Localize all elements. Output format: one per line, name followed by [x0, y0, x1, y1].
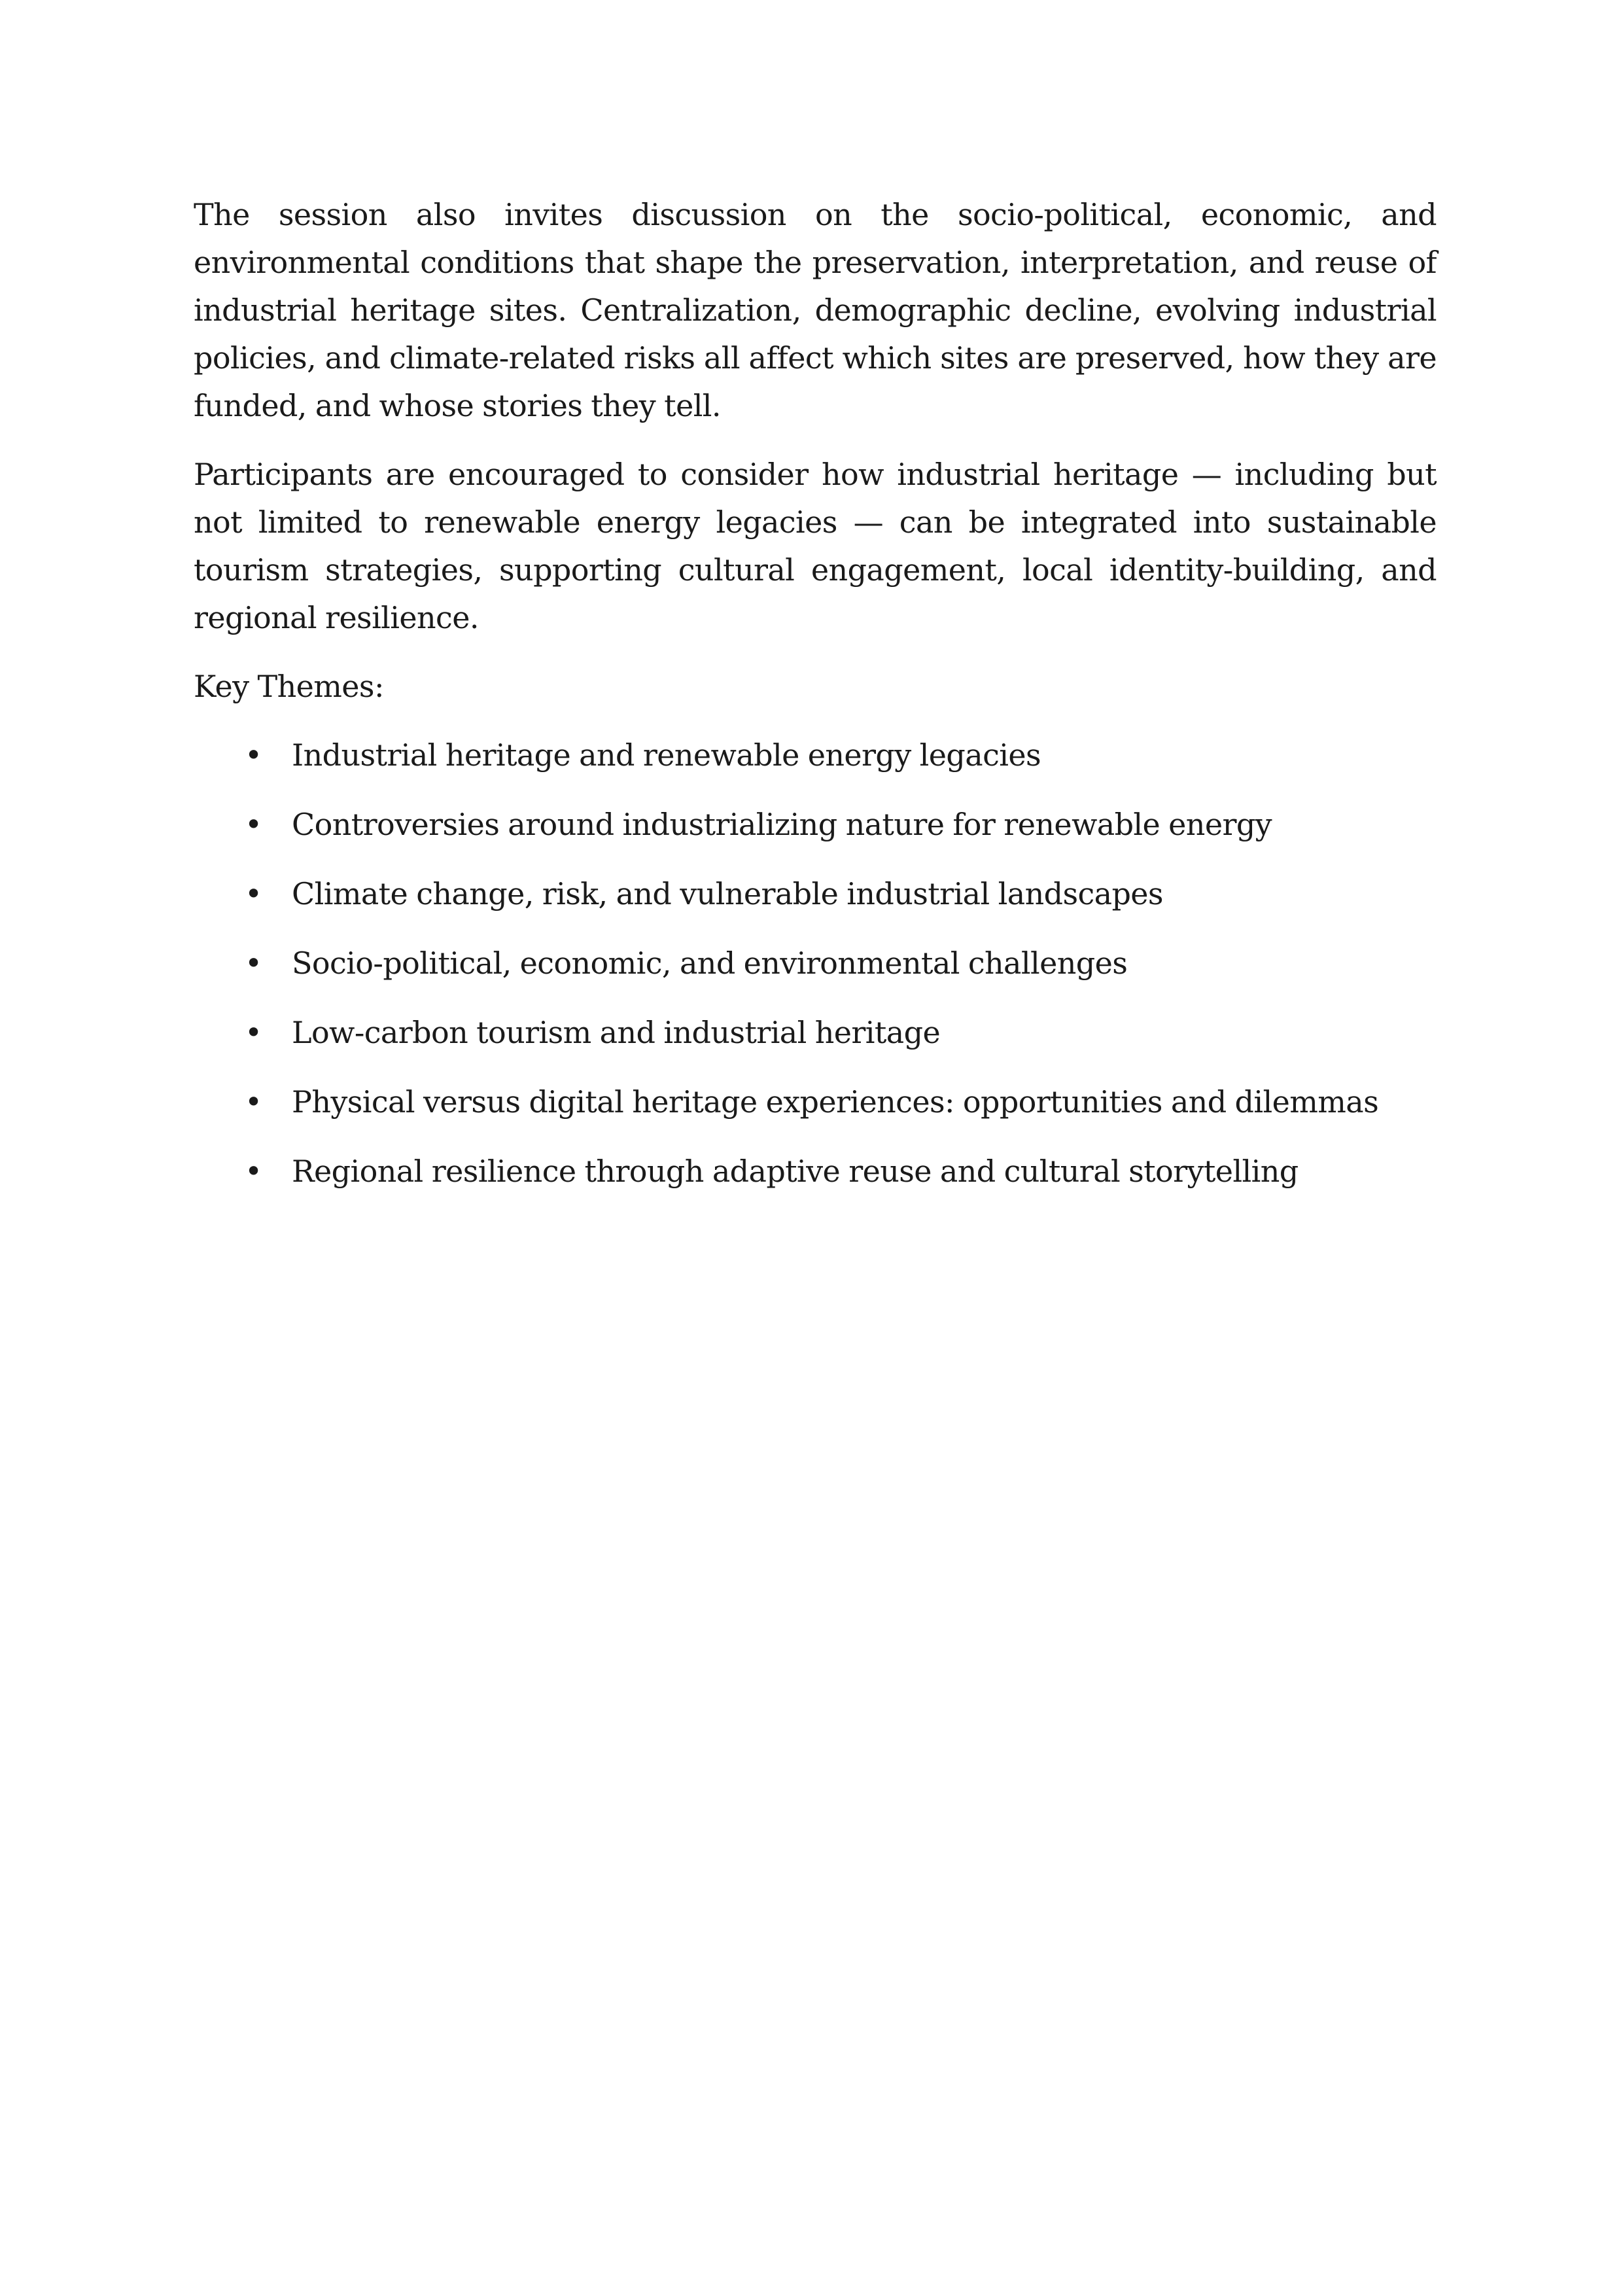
bullet-icon: •: [245, 945, 262, 981]
key-themes-heading: Key Themes:: [194, 669, 384, 704]
list-item-text: Socio-political, economic, and environmental challenges: [292, 945, 1128, 981]
list-item: [194, 1148, 1437, 1195]
bullet-icon: •: [245, 876, 262, 911]
key-themes-list: [194, 732, 1437, 1195]
list-item: [194, 870, 1437, 918]
list-item: [194, 940, 1437, 987]
list-item-text: Regional resilience through adaptive reuse and cultural storytelling: [292, 1154, 1299, 1189]
list-item-text: Physical versus digital heritage experiences: opportunities and dilemmas: [292, 1084, 1379, 1120]
bullet-icon: •: [245, 1154, 262, 1189]
paragraph-participants: Participants are encouraged to consider how industrial heritage — including but not limited to renewable energy legacies — can be integrated into sustainable tourism strategies, supporting cultural engagement, local identity-building, and regional resilience.: [194, 457, 1437, 635]
list-item: [194, 801, 1437, 849]
list-item: [194, 1009, 1437, 1057]
list-item-text: Industrial heritage and renewable energy legacies: [292, 737, 1041, 773]
page-content: [194, 191, 1437, 1217]
list-item-text: Climate change, risk, and vulnerable industrial landscapes: [292, 876, 1163, 911]
bullet-icon: •: [245, 1015, 262, 1050]
bullet-icon: •: [245, 1084, 262, 1120]
bullet-icon: •: [245, 737, 262, 773]
list-item: [194, 1078, 1437, 1126]
bullet-icon: •: [245, 807, 262, 842]
list-item-text: Controversies around industrializing nature for renewable energy: [292, 807, 1272, 842]
paragraph-session-conditions: The session also invites discussion on the socio-political, economic, and environmental conditions that shape the preservation, interpretation, and reuse of industrial heritage sites. Centralization, demographic decline, evolving industrial policies, and climate-related risks all affect which sites are preserved, how they are funded, and whose stories they tell.: [194, 197, 1437, 423]
list-item: [194, 732, 1437, 779]
list-item-text: Low-carbon tourism and industrial heritage: [292, 1015, 941, 1050]
